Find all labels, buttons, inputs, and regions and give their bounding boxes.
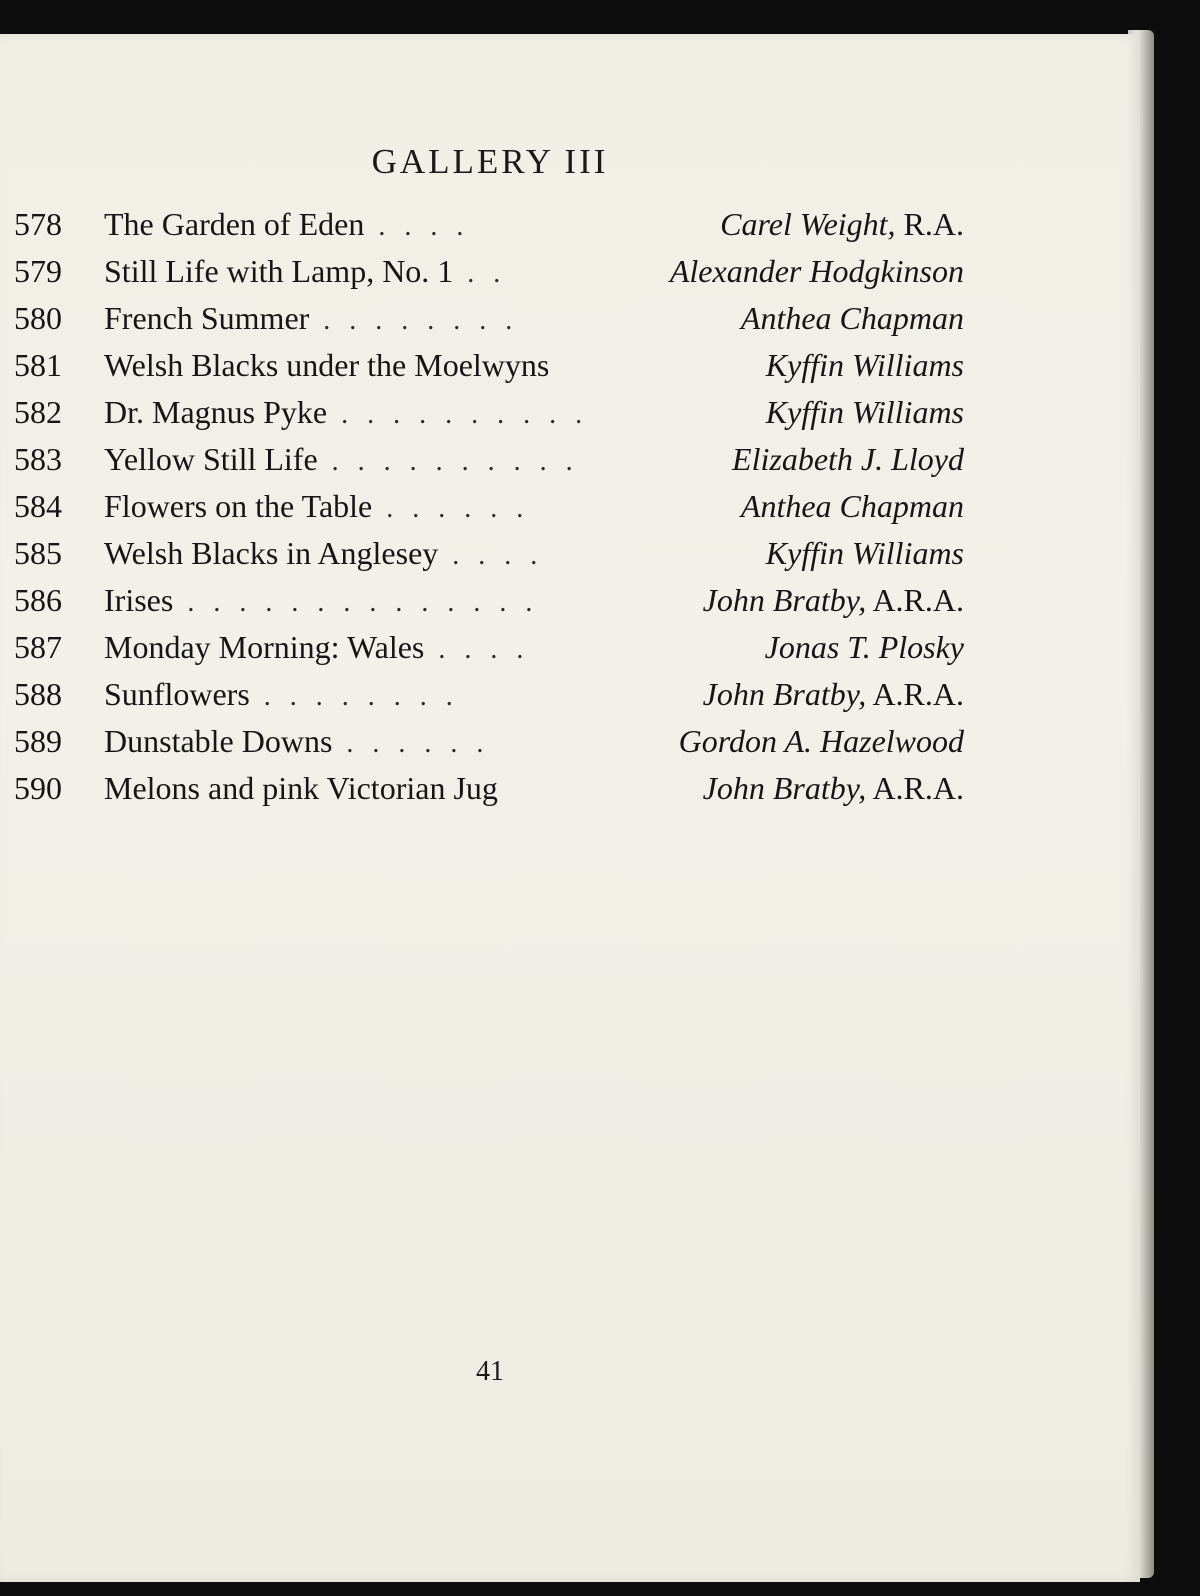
dot-leader: . . . . . . . . . . — [341, 399, 589, 430]
entry-title: French Summer — [104, 300, 310, 336]
dot-leader: . . . . . . . . — [323, 305, 519, 336]
entry-artist — [679, 723, 964, 760]
artist-suffix: R.A. — [903, 206, 964, 242]
list-item — [14, 723, 964, 770]
list-item — [14, 253, 964, 300]
entry-title: Dunstable Downs — [104, 723, 333, 759]
artist-suffix: A.R.A. — [872, 676, 964, 712]
artist-name: Kyffin Williams — [765, 347, 964, 383]
entry-number: 585 — [14, 535, 62, 571]
dot-leader: . . . . . . — [386, 493, 530, 524]
catalogue-page — [0, 34, 1140, 1582]
list-item — [14, 300, 964, 347]
entry-title: Flowers on the Table — [104, 488, 373, 524]
page-number: 41 — [476, 1356, 504, 1387]
artist-name: Anthea Chapman — [740, 488, 964, 524]
dot-leader: . . . . . . . . . . . . . . — [187, 587, 539, 618]
entry-number: 579 — [14, 253, 62, 289]
artist-name: Elizabeth J. Lloyd — [732, 441, 964, 477]
entry-artist — [741, 488, 964, 525]
dot-leader: . . . . — [438, 634, 530, 665]
dot-leader: . . . . — [378, 211, 470, 242]
dot-leader: . . . . — [452, 540, 544, 571]
dot-leader: . . . . . . — [346, 728, 490, 759]
artist-name: John Bratby, — [702, 676, 867, 712]
entry-number: 583 — [14, 441, 62, 477]
entry-number: 587 — [14, 629, 62, 665]
artist-name: John Bratby, — [702, 582, 867, 618]
entry-number: 590 — [14, 770, 62, 806]
entry-number: 580 — [14, 300, 62, 336]
list-item — [14, 676, 964, 723]
artist-name: Gordon A. Hazelwood — [678, 723, 964, 759]
entry-artist — [703, 582, 964, 619]
artist-name: Carel Weight, — [720, 206, 896, 242]
list-item — [14, 441, 964, 488]
artist-name: John Bratby, — [702, 770, 867, 806]
entry-list — [14, 206, 964, 817]
artist-suffix: A.R.A. — [872, 582, 964, 618]
entry-title: Dr. Magnus Pyke — [104, 394, 328, 430]
list-item — [14, 394, 964, 441]
entry-artist — [741, 300, 964, 337]
dot-leader: . . . . . . . . — [263, 681, 459, 712]
dot-leader: . . — [467, 258, 507, 289]
entry-number: 584 — [14, 488, 62, 524]
entry-title: Monday Morning: Wales — [104, 629, 425, 665]
entry-title: Welsh Blacks in Anglesey — [104, 535, 439, 571]
artist-name: Jonas T. Plosky — [764, 629, 964, 665]
list-item — [14, 582, 964, 629]
list-item — [14, 488, 964, 535]
entry-artist — [766, 394, 964, 431]
entry-title: The Garden of Eden — [104, 206, 365, 242]
entry-artist — [765, 629, 964, 666]
entry-title: Irises — [104, 582, 174, 618]
entry-title: Still Life with Lamp, No. 1 — [104, 253, 454, 289]
entry-artist — [766, 347, 964, 384]
entry-number: 586 — [14, 582, 62, 618]
entry-artist — [670, 253, 964, 290]
entry-number: 578 — [14, 206, 62, 242]
list-item — [14, 206, 964, 253]
list-item — [14, 770, 964, 817]
entry-artist — [703, 676, 964, 713]
entry-title: Yellow Still Life — [104, 441, 318, 477]
entry-artist — [703, 770, 964, 807]
list-item — [14, 347, 964, 394]
artist-suffix: A.R.A. — [872, 770, 964, 806]
entry-artist — [732, 441, 964, 478]
entry-number: 588 — [14, 676, 62, 712]
dot-leader: . . . . . . . . . . — [331, 446, 579, 477]
entry-title: Melons and pink Victorian Jug — [104, 770, 498, 806]
entry-title: Sunflowers — [104, 676, 250, 712]
page-title: GALLERY III — [371, 142, 609, 181]
artist-name: Alexander Hodgkinson — [669, 253, 964, 289]
list-item — [14, 535, 964, 582]
artist-name: Kyffin Williams — [765, 535, 964, 571]
entry-artist — [720, 206, 964, 243]
entry-number: 581 — [14, 347, 62, 383]
entry-number: 589 — [14, 723, 62, 759]
artist-name: Kyffin Williams — [765, 394, 964, 430]
entry-title: Welsh Blacks under the Moelwyns — [104, 347, 550, 383]
artist-name: Anthea Chapman — [740, 300, 964, 336]
entry-artist — [766, 535, 964, 572]
list-item — [14, 629, 964, 676]
entry-number: 582 — [14, 394, 62, 430]
